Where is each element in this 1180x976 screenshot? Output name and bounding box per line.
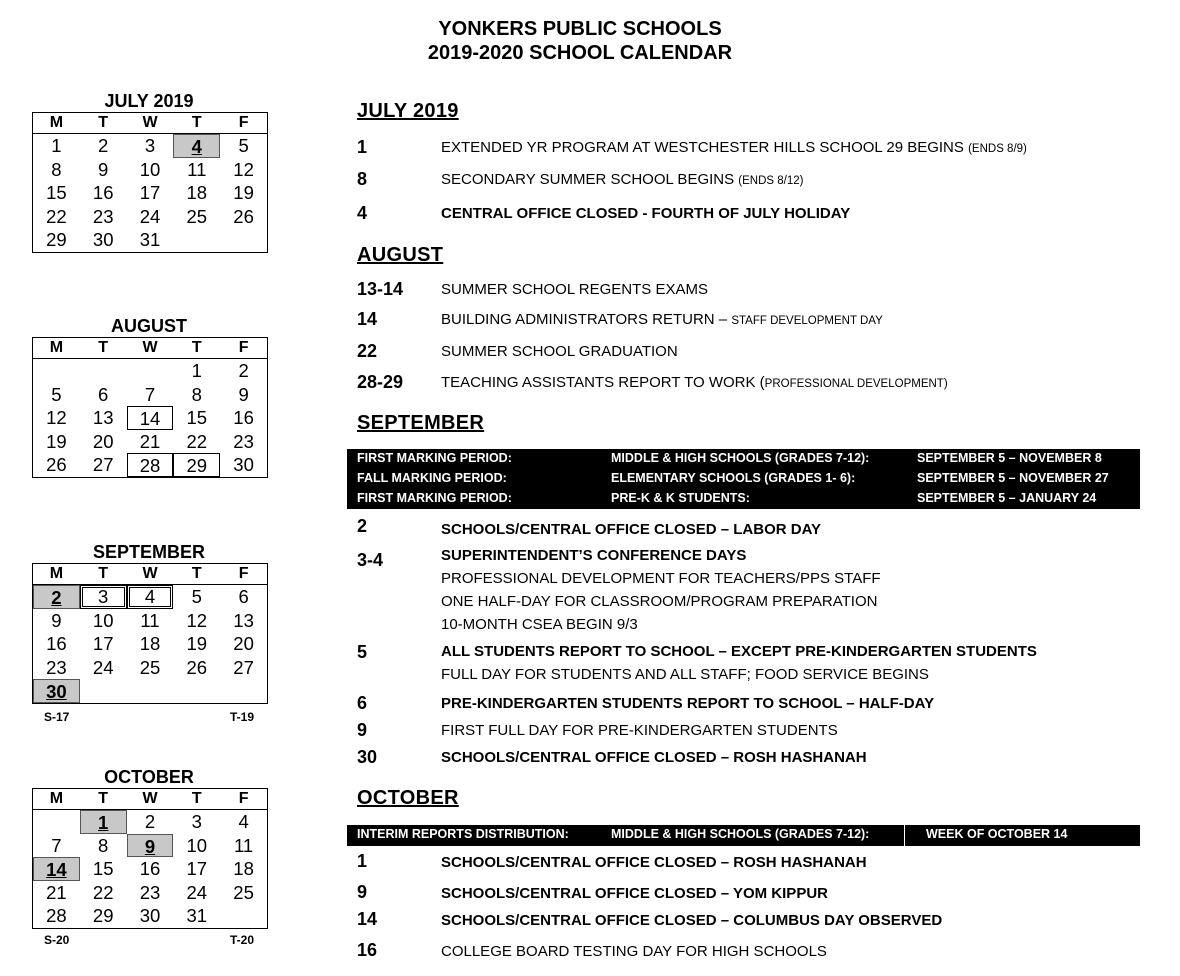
weekday-label: T: [98, 339, 109, 356]
calendar-day: 29: [92, 905, 114, 926]
calendar-day: [127, 359, 174, 383]
calendar-day: 3: [144, 135, 156, 156]
event-date: 8: [357, 169, 368, 189]
weekday-label: F: [238, 114, 249, 131]
calendar-day: 16: [139, 858, 161, 879]
event-date: 14: [357, 309, 378, 329]
weekday-label: M: [49, 339, 64, 356]
event-text: SUPERINTENDENT’S CONFERENCE DAYS PROFESSIONAL DEVELOPMENT FOR TEACHERS/PPS STAFF ONE HALF-DAY FOR CLASSROOM/PROGRAM PREPARATION 10-MONTH CSEA BEGIN 9/3: [441, 547, 881, 633]
banner-row: FIRST MARKING PERIOD: MIDDLE & HIGH SCHOOLS (GRADES 7-12): SEPTEMBER 5 – NOVEMBER 8: [357, 451, 1102, 465]
weekday-label: T: [98, 790, 109, 807]
calendar-day: 18: [139, 633, 161, 654]
weekday-label: F: [238, 565, 249, 582]
event-text: SCHOOLS/CENTRAL OFFICE CLOSED – ROSH HASHANAH: [441, 749, 867, 766]
calendar-day: 15: [186, 407, 208, 428]
calendar-day: 29: [173, 453, 220, 477]
calendar-day: 6: [238, 586, 249, 607]
calendar-day: 18: [186, 182, 208, 203]
october-teacher-days: T-20: [230, 933, 255, 947]
calendar-week: [33, 881, 267, 905]
calendar-day: 2: [98, 135, 109, 156]
weekday-label: F: [238, 790, 249, 807]
calendar-day: 30: [233, 454, 254, 475]
calendar-day: 11: [233, 834, 254, 856]
mini-calendar-title-october: OCTOBER: [104, 767, 194, 787]
calendar-day: [33, 810, 80, 834]
calendar-week: [33, 383, 267, 407]
calendar-day: 28: [127, 453, 174, 477]
calendar-day: 19: [46, 430, 67, 452]
calendar-day: 10: [92, 609, 114, 631]
weekday-label: T: [191, 790, 202, 807]
calendar-day: 4: [127, 585, 174, 609]
calendar-day: [173, 228, 220, 252]
calendar-day: 2: [144, 811, 156, 832]
event-date: 1: [357, 137, 368, 157]
calendar-day: 31: [186, 905, 208, 926]
calendar-week: [33, 679, 267, 703]
calendar-week: [33, 834, 267, 858]
event-date: 30: [357, 747, 378, 767]
calendar-day: 15: [92, 858, 114, 879]
calendar-week: [33, 134, 267, 158]
october-school-days: S-20: [44, 933, 70, 947]
calendar-day: 29: [46, 229, 67, 250]
event-text: SCHOOLS/CENTRAL OFFICE CLOSED – COLUMBUS DAY OBSERVED: [441, 912, 943, 929]
event-date: 9: [357, 720, 368, 740]
mini-calendar-title-august: AUGUST: [111, 316, 187, 336]
calendar-day: 26: [186, 656, 208, 678]
calendar-day: [220, 904, 267, 928]
calendar-week: [33, 656, 267, 680]
calendar-day: 11: [187, 158, 207, 180]
weekday-label: W: [142, 339, 158, 356]
event-text: EXTENDED YR PROGRAM AT WESTCHESTER HILLS SCHOOL 29 BEGINS (ENDS 8/9): [441, 139, 1027, 156]
event-text: FIRST FULL DAY FOR PRE-KINDERGARTEN STUDENTS: [441, 722, 838, 739]
weekday-label: T: [191, 339, 202, 356]
interim-report-banner: [347, 825, 1140, 846]
document-subtitle: 2019-2020 SCHOOL CALENDAR: [427, 42, 733, 64]
calendar-day: 27: [233, 656, 254, 678]
calendar-day: [33, 359, 80, 383]
weekday-label: T: [98, 114, 109, 131]
event-date: 9: [357, 882, 368, 902]
calendar-day: 17: [92, 633, 114, 654]
mini-calendar-title-july: JULY 2019: [104, 91, 194, 111]
calendar-day: 22: [186, 430, 208, 452]
calendar-day: 12: [186, 609, 208, 631]
calendar-day: 8: [191, 383, 202, 405]
event-text: CENTRAL OFFICE CLOSED - FOURTH OF JULY HOLIDAY: [441, 205, 851, 222]
event-text: ALL STUDENTS REPORT TO SCHOOL – EXCEPT PRE-KINDERGARTEN STUDENTS FULL DAY FOR STUDENTS AND ALL STAFF; FOOD SERVICE BEGINS: [441, 643, 1037, 683]
weekday-label: T: [98, 565, 109, 582]
event-text: SECONDARY SUMMER SCHOOL BEGINS (ENDS 8/12): [441, 171, 804, 188]
weekday-label: W: [142, 790, 158, 807]
weekday-header: [33, 113, 267, 134]
calendar-day: 19: [186, 633, 208, 654]
weekday-label: M: [49, 114, 64, 131]
calendar-day: [220, 228, 267, 252]
calendar-day: 30: [33, 679, 80, 703]
calendar-day: 1: [51, 135, 62, 156]
calendar-day: 4: [173, 134, 220, 158]
weekday-label: W: [142, 565, 158, 582]
calendar-day: 7: [51, 834, 62, 856]
document-title: YONKERS PUBLIC SCHOOLS: [438, 18, 722, 40]
calendar-day: 12: [46, 407, 67, 428]
calendar-week: [33, 904, 267, 928]
weekday-label: T: [191, 114, 202, 131]
september-school-days: S-17: [44, 710, 70, 724]
calendar-day: 1: [80, 810, 127, 834]
september-teacher-days: T-19: [230, 710, 255, 724]
event-date: 5: [357, 642, 368, 662]
calendar-day: 31: [139, 229, 161, 250]
calendar-day: 23: [92, 205, 114, 227]
calendar-day: 10: [186, 834, 208, 856]
calendar-day: 11: [140, 609, 160, 631]
calendar-day: 24: [139, 205, 161, 227]
calendar-day: 12: [233, 158, 254, 180]
calendar-day: 3: [80, 585, 127, 609]
month-heading-july: JULY 2019: [357, 100, 459, 122]
calendar-week: [33, 430, 267, 454]
calendar-day: 23: [139, 881, 161, 903]
calendar-day: 9: [127, 834, 174, 858]
calendar-day: 22: [46, 205, 67, 227]
calendar-day: 13: [233, 609, 254, 631]
mini-calendar-title-september: SEPTEMBER: [92, 542, 206, 562]
event-date: 4: [357, 203, 368, 223]
calendar-week: [33, 609, 267, 633]
event-text: COLLEGE BOARD TESTING DAY FOR HIGH SCHOOLS: [441, 943, 827, 960]
event-date: 3-4: [357, 550, 384, 570]
calendar-day: 21: [139, 430, 161, 452]
calendar-day: 9: [51, 609, 62, 631]
calendar-week: [33, 228, 267, 252]
event-text: SUMMER SCHOOL REGENTS EXAMS: [441, 281, 708, 298]
calendar-day: 27: [92, 454, 114, 475]
calendar-day: 17: [186, 858, 208, 879]
calendar-day: 20: [92, 430, 114, 452]
calendar-week: [33, 453, 267, 477]
calendar-day: 28: [46, 905, 67, 926]
calendar-day: 1: [191, 360, 202, 381]
calendar-day: 9: [238, 383, 249, 405]
calendar-week: [33, 585, 267, 609]
calendar-day: 24: [186, 881, 208, 903]
calendar-day: 30: [139, 905, 161, 926]
event-date: 2: [357, 516, 368, 536]
calendar-day: 16: [233, 407, 254, 428]
calendar-day: [173, 679, 220, 703]
weekday-label: T: [191, 565, 202, 582]
event-text: PRE-KINDERGARTEN STUDENTS REPORT TO SCHOOL – HALF-DAY: [441, 695, 935, 712]
calendar-day: 25: [233, 881, 254, 903]
calendar-day: 25: [139, 656, 161, 678]
calendar-day: 17: [139, 182, 161, 203]
event-text: BUILDING ADMINISTRATORS RETURN – STAFF DEVELOPMENT DAY: [441, 311, 883, 328]
event-date: 6: [357, 693, 368, 713]
calendar-day: 2: [238, 360, 249, 381]
calendar-week: [33, 181, 267, 205]
event-date: 1: [357, 851, 368, 871]
banner-row: INTERIM REPORTS DISTRIBUTION: MIDDLE & HIGH SCHOOLS (GRADES 7-12): WEEK OF OCTOBER 14: [357, 827, 1068, 841]
event-date: 22: [357, 341, 378, 361]
calendar-day: 14: [33, 857, 80, 881]
calendar-week: [33, 205, 267, 229]
calendar-day: 7: [144, 383, 156, 405]
marking-period-banner: [347, 449, 1140, 509]
calendar-day: 15: [46, 182, 67, 203]
calendar-day: 24: [92, 656, 114, 678]
mini-calendar-september: [32, 563, 268, 704]
event-text: SCHOOLS/CENTRAL OFFICE CLOSED – LABOR DAY: [441, 521, 822, 538]
event-date: 13-14: [357, 279, 404, 299]
calendar-day: 10: [139, 158, 161, 180]
calendar-day: 4: [238, 811, 249, 832]
weekday-header: [33, 338, 267, 359]
calendar-day: 5: [191, 586, 202, 607]
calendar-day: 5: [238, 135, 249, 156]
calendar-week: [33, 632, 267, 656]
event-text: SCHOOLS/CENTRAL OFFICE CLOSED – ROSH HASHANAH: [441, 854, 867, 871]
event-date: 28-29: [357, 372, 404, 392]
calendar-day: 6: [98, 383, 109, 405]
calendar-day: 20: [233, 633, 254, 654]
mini-calendar-october: [32, 788, 268, 929]
mini-calendar-july: [32, 112, 268, 253]
calendar-day: [80, 359, 127, 383]
calendar-day: 30: [92, 229, 114, 250]
calendar-day: [220, 679, 267, 703]
calendar-day: 21: [46, 881, 67, 903]
event-date: 16: [357, 940, 378, 960]
calendar-day: 26: [233, 205, 254, 227]
month-heading-september: SEPTEMBER: [357, 412, 485, 434]
event-text: SUMMER SCHOOL GRADUATION: [441, 343, 678, 360]
calendar-day: 22: [92, 881, 114, 903]
calendar-week: [33, 857, 267, 881]
weekday-label: M: [49, 565, 64, 582]
weekday-label: M: [49, 790, 64, 807]
calendar-day: 14: [127, 406, 174, 430]
banner-row: FIRST MARKING PERIOD: PRE-K & K STUDENTS: SEPTEMBER 5 – JANUARY 24: [357, 491, 1097, 505]
calendar-day: 25: [186, 205, 208, 227]
event-text: TEACHING ASSISTANTS REPORT TO WORK (PROFESSIONAL DEVELOPMENT): [441, 374, 948, 391]
calendar-day: 18: [233, 858, 254, 879]
calendar-day: 19: [233, 182, 254, 203]
calendar-week: [33, 359, 267, 383]
calendar-day: 8: [98, 834, 109, 856]
calendar-day: 3: [191, 811, 202, 832]
calendar-day: 16: [92, 182, 114, 203]
weekday-header: [33, 789, 267, 810]
banner-row: FALL MARKING PERIOD: ELEMENTARY SCHOOLS (GRADES 1- 6): SEPTEMBER 5 – NOVEMBER 27: [357, 471, 1109, 485]
calendar-day: 26: [46, 454, 67, 475]
month-heading-october: OCTOBER: [357, 787, 459, 809]
calendar-week: [33, 406, 267, 430]
event-date: 14: [357, 909, 378, 929]
calendar-day: 13: [92, 407, 114, 428]
weekday-label: W: [142, 114, 158, 131]
banner-divider: [904, 825, 905, 846]
calendar-day: 23: [46, 656, 67, 678]
calendar-day: 5: [51, 383, 62, 405]
calendar-day: 2: [33, 585, 80, 609]
calendar-day: 8: [51, 158, 62, 180]
calendar-week: [33, 158, 267, 182]
weekday-label: F: [238, 339, 249, 356]
event-text: SCHOOLS/CENTRAL OFFICE CLOSED – YOM KIPPUR: [441, 885, 828, 902]
calendar-day: 9: [98, 158, 109, 180]
mini-calendar-august: [32, 337, 268, 478]
calendar-week: [33, 810, 267, 834]
calendar-day: 23: [233, 430, 254, 452]
calendar-day: [127, 679, 174, 703]
calendar-day: [80, 679, 127, 703]
calendar-day: 16: [46, 633, 67, 654]
weekday-header: [33, 564, 267, 585]
month-heading-august: AUGUST: [357, 244, 444, 266]
